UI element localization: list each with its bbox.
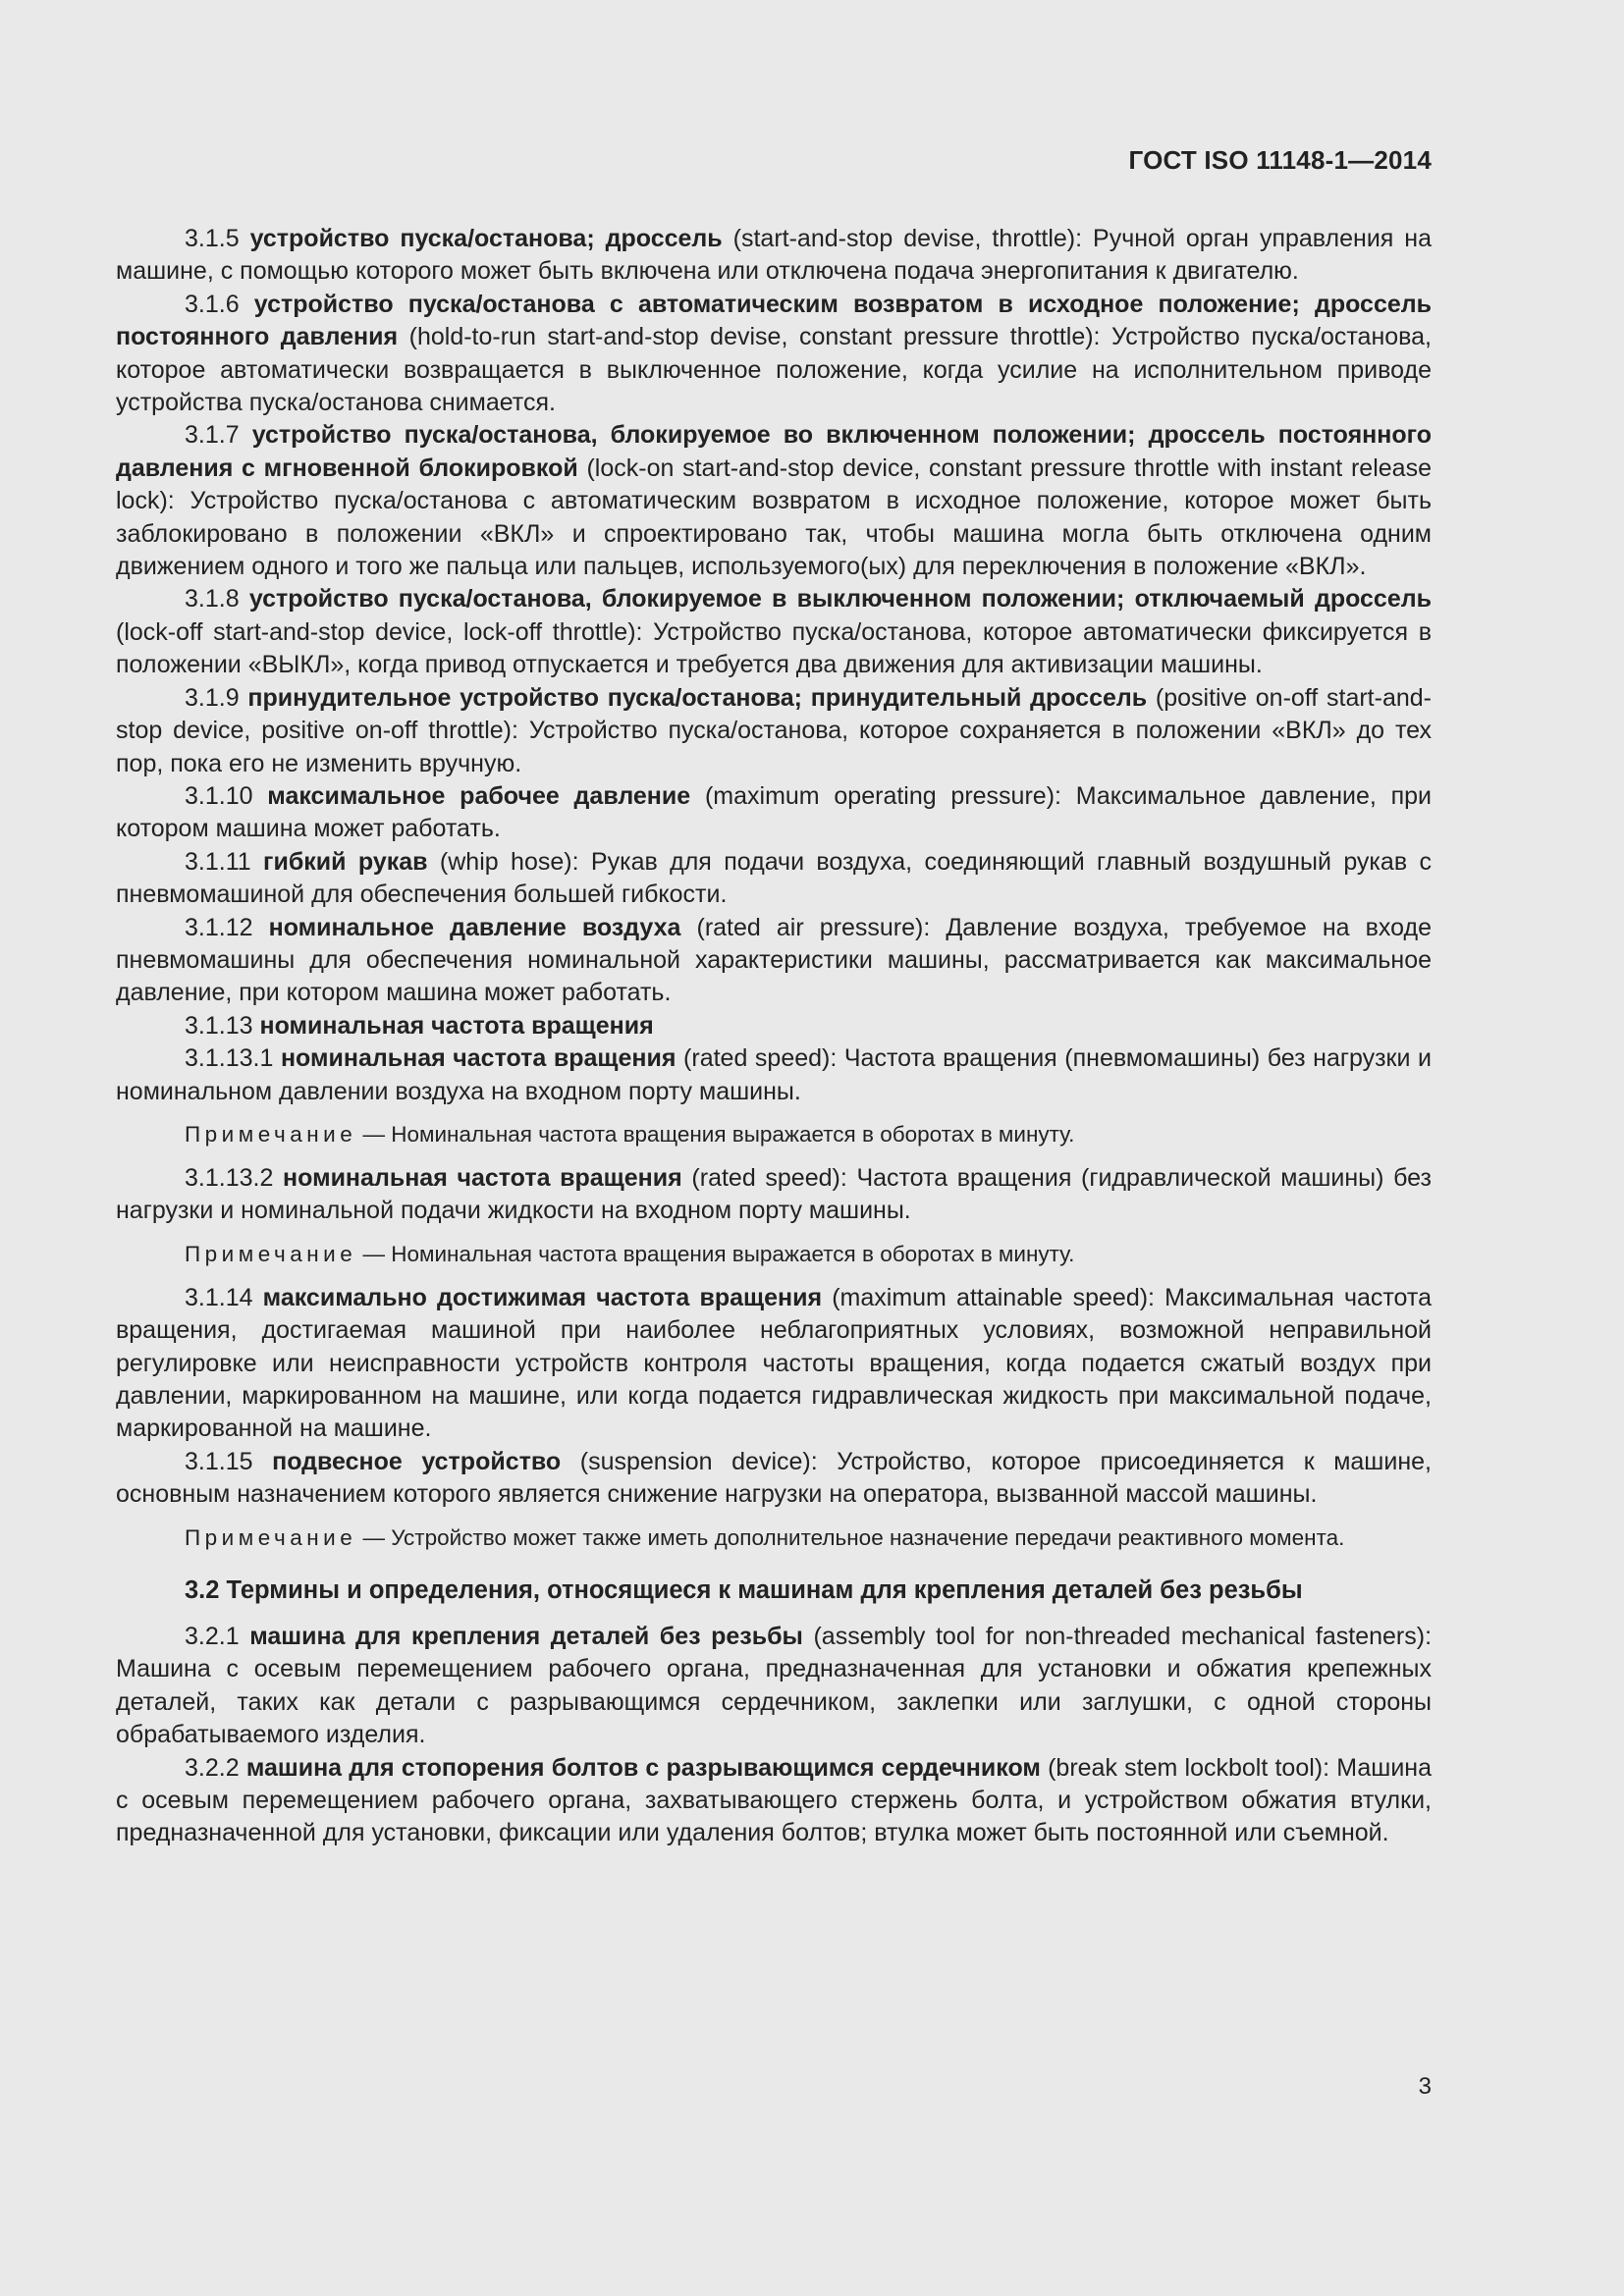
definition-text: (positive on-off start-and-stop device, positive on-off throttle): Устройство пуска/останова, которое сохраняется в положении «ВКЛ» до тех пор, пока его не изменить вручную. bbox=[116, 683, 1432, 777]
definition-paragraph bbox=[116, 1446, 1432, 1512]
clause-number: 3.1.5 bbox=[185, 225, 240, 252]
definition-paragraph bbox=[116, 1042, 1432, 1108]
definition-text: (assembly tool for non-threaded mechanical fasteners): Машина с осевым перемещением рабочего органа, предназначенная для установки и обжатия крепежных деталей, таких как детали с разрывающимся сердечником, заклепки или заглушки, с одной стороны обрабатываемого изделия. bbox=[116, 1623, 1433, 1749]
note bbox=[116, 1523, 1432, 1553]
definition-text: (lock-on start-and-stop device, constant pressure throttle with instant release lock): Устройство пуска/останова с автоматическим возвратом в исходное положение, которое может быть заблокировано в положении «ВКЛ» и спроектировано так, чтобы машина могла быть отключена одним движением одного и того же пальца или пальцев, используемого(ых) для переключения в положение «ВКЛ». bbox=[116, 454, 1432, 581]
definition-text: (rated air pressure): Давление воздуха, требуемое на входе пневмомашины для обеспечения номинальной характеристики машины, рассматривается как максимальное давление, при котором машина может работать. bbox=[116, 913, 1432, 1007]
definition-paragraph bbox=[116, 1010, 1432, 1042]
definition-paragraph bbox=[116, 682, 1432, 780]
clause-number: 3.1.11 bbox=[185, 847, 251, 876]
definition-paragraph bbox=[116, 780, 1432, 846]
definition-text: (hold-to-run start-and-stop devise, constant pressure throttle): Устройство пуска/останова, которое автоматически возвращается в выключенное положение, когда усилие на исполнительном приводе устройства пуска/останова снимается. bbox=[116, 323, 1433, 417]
clause-number: 3.1.12 bbox=[185, 913, 253, 941]
clause-number: 3.1.6 bbox=[185, 290, 240, 318]
clause-number: 3.1.15 bbox=[185, 1447, 253, 1475]
term: номинальное давление воздуха bbox=[268, 913, 681, 941]
clause-number: 3.2.1 bbox=[185, 1623, 240, 1651]
note-text: — Номинальная частота вращения выражается в оборотах в минуту. bbox=[362, 1241, 1075, 1266]
note-text: — Номинальная частота вращения выражается в оборотах в минуту. bbox=[362, 1121, 1075, 1147]
note-label: Примечание bbox=[185, 1241, 357, 1266]
definition-text: (suspension device): Устройство, которое присоединяется к машине, основным назначением которого является снижение нагрузки на оператора, вызванной массой машины. bbox=[116, 1447, 1432, 1509]
term: гибкий рукав bbox=[263, 847, 428, 876]
definition-paragraph bbox=[116, 289, 1432, 420]
clause-number: 3.1.13.1 bbox=[185, 1044, 274, 1073]
definition-text: (lock-off start-and-stop device, lock-off throttle): Устройство пуска/останова, которое автоматически фиксируется в положении «ВЫКЛ», когда привод отпускается и требуется два движения для активизации машины. bbox=[116, 617, 1432, 679]
definition-text: (whip hose): Рукав для подачи воздуха, соединяющий главный воздушный рукав с пневмомашиной для обеспечения большей гибкости. bbox=[116, 847, 1432, 909]
clause-number: 3.1.10 bbox=[185, 781, 253, 810]
clause-number: 3.1.9 bbox=[185, 683, 240, 712]
term: принудительное устройство пуска/останова; принудительный дроссель bbox=[247, 683, 1148, 712]
definition-text: (maximum attainable speed): Максимальная частота вращения, достигаемая машиной при наиболее неблагоприятных условиях, возможной неправильной регулировке или неисправности устройств контроля частоты вращения, когда подается сжатый воздух при давлении, маркированном на машине, или когда подается гидравлическая жидкость при максимальной подаче, маркированной на машине. bbox=[116, 1283, 1432, 1443]
definition-text: (maximum operating pressure): Максимальное давление, при котором машина может работать. bbox=[116, 781, 1433, 843]
definition-text: (break stem lockbolt tool): Машина с осевым перемещением рабочего органа, захватывающего стержень болта, и устройством обжатия втулки, предназначенной для установки, фиксации или удаления болтов; втулка может быть постоянной или съемной. bbox=[116, 1753, 1433, 1847]
definition-text: (rated speed): Частота вращения (пневмомашины) без нагрузки и номинальном давлении воздуха на входном порту машины. bbox=[116, 1044, 1432, 1105]
term: номинальная частота вращения bbox=[283, 1163, 682, 1192]
note-text: — Устройство может также иметь дополнительное назначение передачи реактивного момента. bbox=[362, 1524, 1345, 1550]
definition-text: (start-and-stop devise, throttle): Ручной орган управления на машине, с помощью которого может быть включена или отключена подача энергопитания к двигателю. bbox=[116, 225, 1433, 286]
page-number: 3 bbox=[1418, 2073, 1432, 2100]
term: устройство пуска/останова, блокируемое в выключенном положении; отключаемый дроссель bbox=[248, 585, 1432, 614]
clause-number: 3.2.2 bbox=[185, 1753, 240, 1782]
clause-number: 3.1.7 bbox=[185, 421, 240, 450]
document-header: ГОСТ ISO 11148-1—2014 bbox=[1128, 145, 1432, 175]
definition-paragraph bbox=[116, 846, 1432, 912]
term: устройство пуска/останова с автоматическим возвратом в исходное положение; дроссель постоянного давления bbox=[116, 290, 1432, 351]
term: машина для крепления деталей без резьбы bbox=[249, 1623, 803, 1651]
definition-paragraph bbox=[116, 1621, 1432, 1752]
note-label: Примечание bbox=[185, 1524, 357, 1550]
term: максимально достижимая частота вращения bbox=[262, 1283, 823, 1311]
clause-number: 3.1.13.2 bbox=[185, 1163, 274, 1192]
clause-number: 3.1.14 bbox=[185, 1283, 253, 1311]
clause-number: 3.1.13 bbox=[185, 1011, 253, 1040]
document-body bbox=[116, 223, 1432, 1850]
note bbox=[116, 1120, 1432, 1149]
note-label: Примечание bbox=[185, 1121, 357, 1147]
term: подвесное устройство bbox=[272, 1447, 562, 1475]
term: номинальная частота вращения bbox=[259, 1011, 654, 1040]
definition-paragraph bbox=[116, 1162, 1432, 1228]
section-heading: 3.2 Термины и определения, относящиеся к машинам для крепления деталей без резьбы bbox=[185, 1575, 1303, 1604]
term: максимальное рабочее давление bbox=[267, 781, 691, 810]
definition-paragraph bbox=[116, 1282, 1432, 1446]
definition-text: (rated speed): Частота вращения (гидравлической машины) без нагрузки и номинальной подачи жидкости на входном порту машины. bbox=[116, 1163, 1432, 1225]
definition-paragraph bbox=[116, 583, 1432, 681]
term: машина для стопорения болтов с разрывающимся сердечником bbox=[245, 1753, 1041, 1782]
clause-number: 3.1.8 bbox=[185, 585, 240, 614]
definition-paragraph bbox=[116, 912, 1432, 1010]
note bbox=[116, 1240, 1432, 1269]
definition-paragraph bbox=[116, 419, 1432, 583]
term: устройство пуска/останова; дроссель bbox=[249, 225, 723, 252]
term: устройство пуска/останова, блокируемое во включенном положении; дроссель постоянного давления с мгновенной блокировкой bbox=[116, 421, 1432, 482]
term: номинальная частота вращения bbox=[280, 1044, 677, 1073]
definition-paragraph bbox=[116, 223, 1432, 289]
definition-paragraph bbox=[116, 1752, 1432, 1850]
